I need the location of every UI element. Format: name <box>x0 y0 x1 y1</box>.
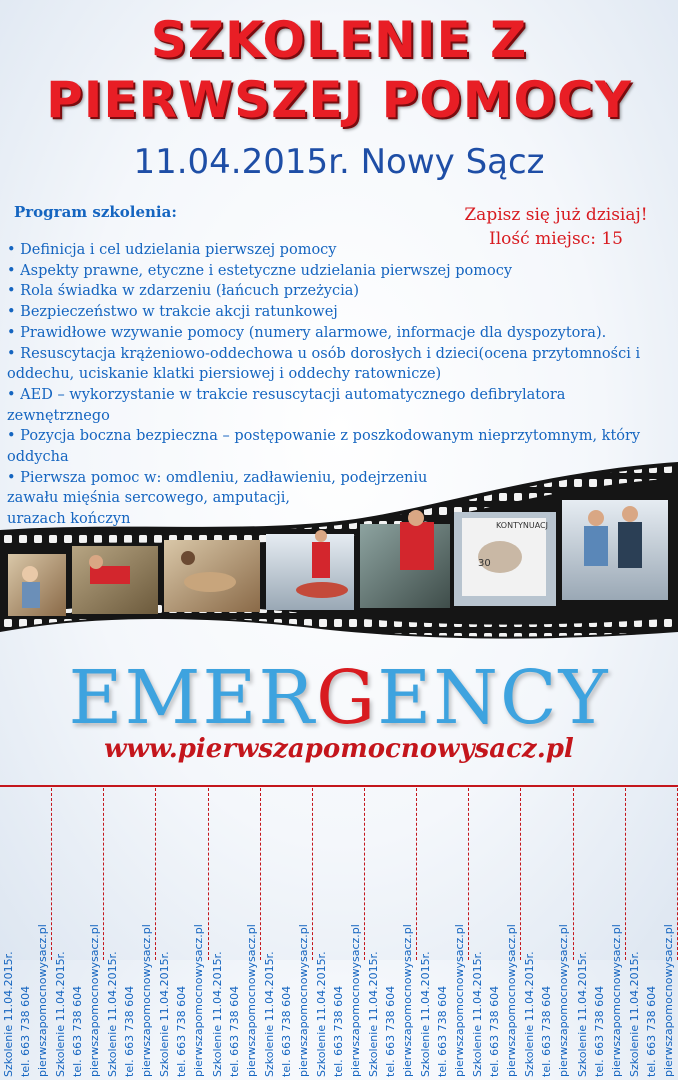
signup-call: Zapisz się już dzisiaj! <box>464 205 648 225</box>
program-item: • Pozycja boczna bezpieczna – postępowanie z poszkodowanym nieprzytomnym, który oddycha <box>7 428 641 466</box>
tab-title: Szkolenie 11.04.2015r. <box>314 951 328 1077</box>
screen-number: 30 <box>478 558 491 569</box>
tear-off-tab[interactable] <box>313 788 365 1077</box>
tear-off-line <box>0 785 678 787</box>
tab-phone: tel. 663 738 604 <box>383 985 397 1077</box>
film-strip-graphic <box>0 462 678 662</box>
tab-website: pierwszapomocnowysacz.pl <box>661 924 675 1077</box>
date-location: 11.04.2015r. Nowy Sącz <box>133 142 545 182</box>
tab-title: Szkolenie 11.04.2015r. <box>575 951 589 1077</box>
tab-phone: tel. 663 738 604 <box>123 985 137 1077</box>
tab-phone: tel. 663 738 604 <box>592 985 606 1077</box>
program-item: • Rola świadka w zdarzeniu (łańcuch przeżycia) <box>7 283 360 300</box>
tab-website: pierwszapomocnowysacz.pl <box>140 924 154 1077</box>
tab-text <box>469 908 521 1080</box>
tear-off-tab[interactable] <box>365 788 417 1077</box>
tab-title: Szkolenie 11.04.2015r. <box>419 951 433 1077</box>
tab-website: pierwszapomocnowysacz.pl <box>36 924 49 1077</box>
tab-website: pierwszapomocnowysacz.pl <box>557 924 571 1077</box>
tear-off-tab[interactable] <box>521 788 573 1077</box>
tab-phone: tel. 663 738 604 <box>279 985 293 1077</box>
program-heading: Program szkolenia: <box>14 203 177 221</box>
emergency-logo <box>0 655 678 741</box>
tab-title: Szkolenie 11.04.2015r. <box>106 951 120 1077</box>
tab-text <box>574 908 626 1080</box>
tear-off-tab[interactable] <box>104 788 156 1077</box>
program-item: • Resuscytacja krążeniowo-oddechowa u osób dorosłych i dzieci(ocena przytomności i oddechu, uciskanie klatki piersiowej i oddechy ratownicze) <box>7 345 641 383</box>
tab-phone: tel. 663 738 604 <box>644 985 658 1077</box>
program-item: • Prawidłowe wzywanie pomocy (numery alarmowe, informacje dla dyspozytora). <box>7 324 607 341</box>
tab-title: Szkolenie 11.04.2015r. <box>471 951 485 1077</box>
tear-off-tabs <box>0 788 678 1077</box>
screen-label: KONTYNUACJ <box>496 521 548 530</box>
program-item: • Definicja i cel udzielania pierwszej pomocy <box>7 242 337 258</box>
tab-website: pierwszapomocnowysacz.pl <box>609 924 623 1077</box>
tab-title: Szkolenie 11.04.2015r. <box>627 951 641 1077</box>
tab-title: Szkolenie 11.04.2015r. <box>2 951 15 1077</box>
emergency-part1: EMER <box>68 655 317 741</box>
program-item: • Pierwsza pomoc w: omdleniu, zadławieniu, podejrzeniu zawału mięśnia sercowego, amputacji, urazach kończyn <box>7 469 428 528</box>
tab-title: Szkolenie 11.04.2015r. <box>158 951 172 1077</box>
film-strip <box>0 462 678 662</box>
photo-frame-demonstration <box>562 500 668 600</box>
tab-text <box>52 908 104 1080</box>
tab-title: Szkolenie 11.04.2015r. <box>54 951 68 1077</box>
tab-text <box>521 908 573 1080</box>
tab-website: pierwszapomocnowysacz.pl <box>505 924 519 1077</box>
tab-text <box>313 908 365 1080</box>
tab-phone: tel. 663 738 604 <box>227 985 241 1077</box>
tab-text <box>0 908 52 1080</box>
tab-website: pierwszapomocnowysacz.pl <box>244 924 258 1077</box>
tear-off-tab[interactable] <box>209 788 261 1077</box>
tab-phone: tel. 663 738 604 <box>175 985 189 1077</box>
emergency-accent: G <box>316 655 378 741</box>
tab-text <box>365 908 417 1080</box>
tab-text <box>417 908 469 1080</box>
seats-count: Ilość miejsc: 15 <box>489 229 623 249</box>
tab-phone: tel. 663 738 604 <box>488 985 502 1077</box>
tab-website: pierwszapomocnowysacz.pl <box>348 924 362 1077</box>
tear-off-tab[interactable] <box>417 788 469 1077</box>
tab-phone: tel. 663 738 604 <box>331 985 345 1077</box>
tear-off-tab[interactable] <box>156 788 208 1077</box>
tab-phone: tel. 663 738 604 <box>71 985 85 1077</box>
tab-title: Szkolenie 11.04.2015r. <box>210 951 224 1077</box>
title-line-1: SZKOLENIE Z <box>150 11 528 69</box>
tear-off-tab[interactable] <box>261 788 313 1077</box>
tab-phone: tel. 663 738 604 <box>19 985 32 1077</box>
tear-off-tab[interactable] <box>574 788 626 1077</box>
tear-off-tab[interactable] <box>52 788 104 1077</box>
tab-website: pierwszapomocnowysacz.pl <box>453 924 467 1077</box>
tab-title: Szkolenie 11.04.2015r. <box>262 951 276 1077</box>
website-url: www.pierwszapomocnowysacz.pl <box>104 734 574 764</box>
tab-text <box>104 908 156 1080</box>
tab-phone: tel. 663 738 604 <box>436 985 450 1077</box>
tab-text <box>261 908 313 1080</box>
tab-phone: tel. 663 738 604 <box>540 985 554 1077</box>
tab-website: pierwszapomocnowysacz.pl <box>192 924 206 1077</box>
tear-off-tab[interactable] <box>0 788 52 1077</box>
tab-title: Szkolenie 11.04.2015r. <box>366 951 380 1077</box>
tab-text <box>156 908 208 1080</box>
tab-website: pierwszapomocnowysacz.pl <box>88 924 102 1077</box>
tab-website: pierwszapomocnowysacz.pl <box>296 924 310 1077</box>
tab-text <box>626 908 678 1080</box>
program-item: • Bezpieczeństwo w trakcie akcji ratunkowej <box>7 304 338 321</box>
program-item: • Aspekty prawne, etyczne i estetyczne udzielania pierwszej pomocy <box>7 262 513 279</box>
photo-frame-rescuer <box>266 534 354 610</box>
tab-text <box>209 908 261 1080</box>
tear-off-tab[interactable] <box>469 788 521 1077</box>
emergency-part2: ENCY <box>377 655 610 741</box>
tab-title: Szkolenie 11.04.2015r. <box>523 951 537 1077</box>
program-item: • AED – wykorzystanie w trakcie resuscytacji automatycznego defibrylatora zewnętrznego <box>7 386 566 424</box>
tab-website: pierwszapomocnowysacz.pl <box>400 924 414 1077</box>
title-line-2: PIERWSZEJ POMOCY <box>46 71 632 129</box>
tear-off-tab[interactable] <box>626 788 678 1077</box>
